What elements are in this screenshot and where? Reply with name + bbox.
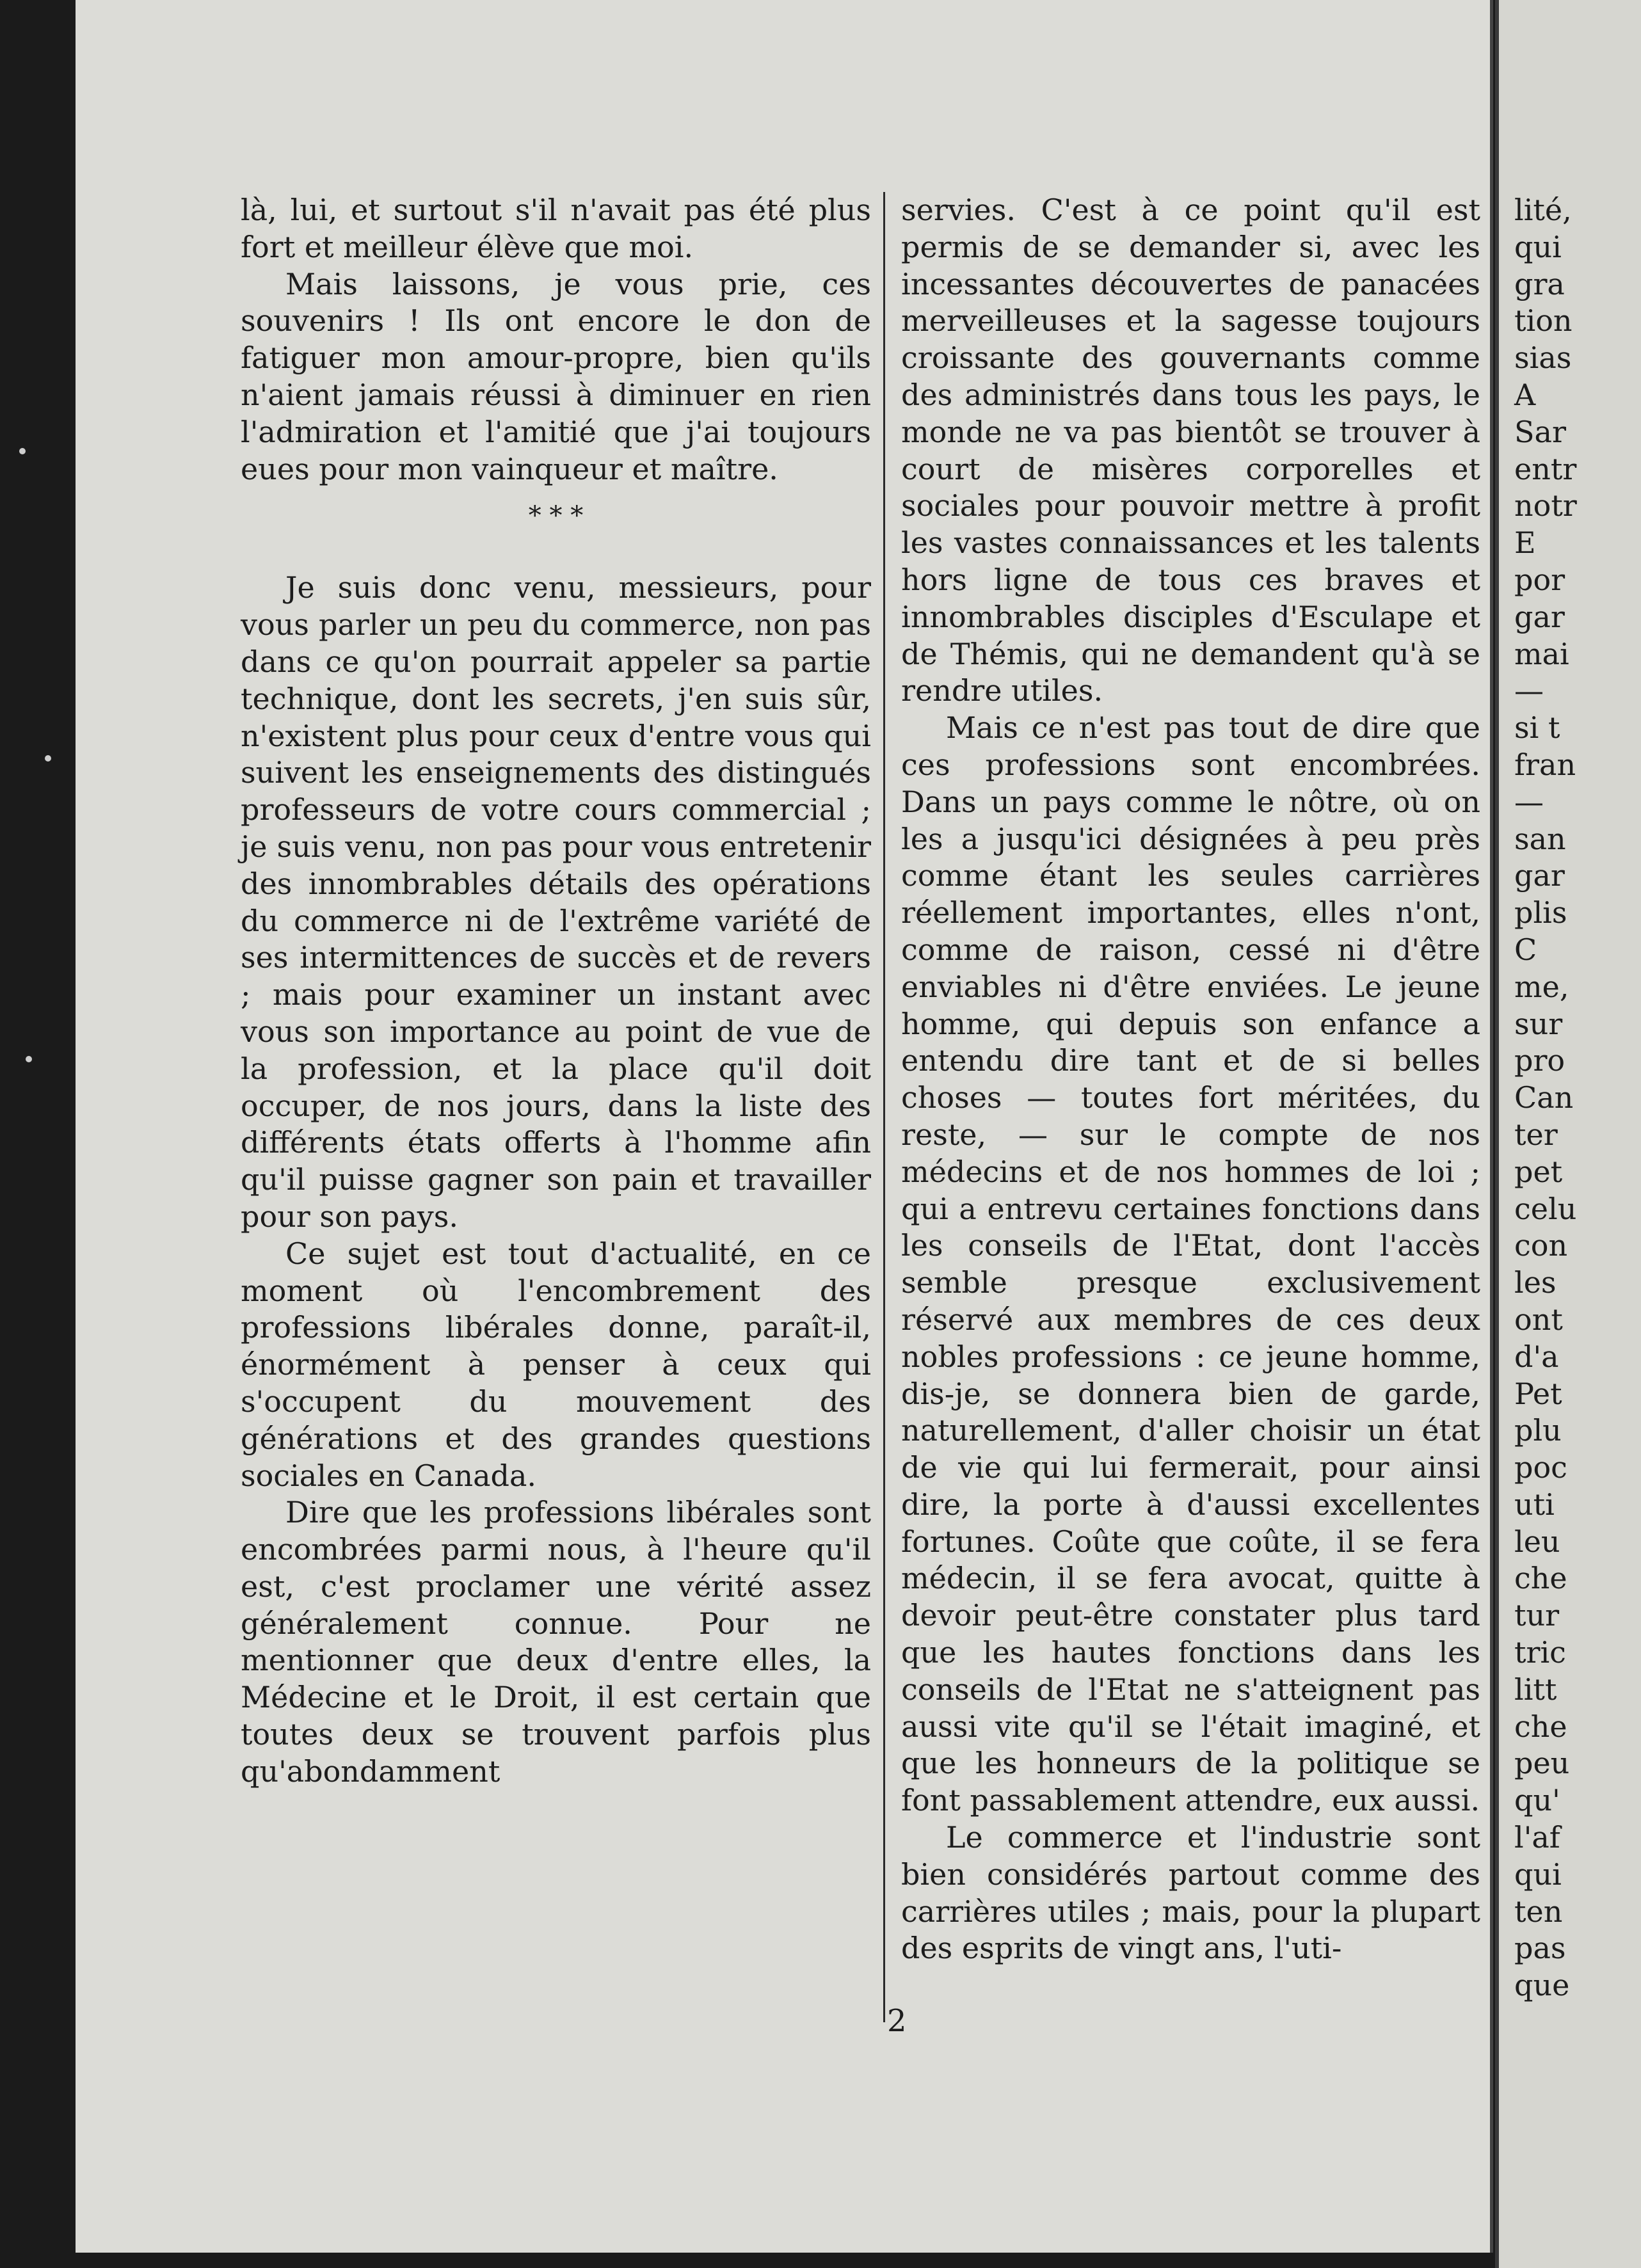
fragment-line: C xyxy=(1514,932,1537,967)
fragment-line: tric xyxy=(1514,1635,1566,1670)
fragment-line: entr xyxy=(1514,451,1577,486)
fragment-line: les xyxy=(1514,1265,1557,1300)
paragraph: Dire que les professions libérales sont encombrées parmi nous, à l'heure qu'il est, c'est proclamer une vérité assez généralement connue. Pour ne mentionner que deux d'entre elles, la Médecine et le Droit, il est certain que toutes deux se trouvent parfois plus qu'abondamment xyxy=(241,1495,871,1789)
fragment-line: notr xyxy=(1514,488,1577,523)
fragment-line: ter xyxy=(1514,1117,1558,1152)
right-column xyxy=(901,192,1480,1967)
fragment-line: ont xyxy=(1514,1302,1563,1337)
fragment-line: tur xyxy=(1514,1598,1560,1633)
fragment-line: san xyxy=(1514,821,1566,856)
fragment-line: Pet xyxy=(1514,1376,1562,1411)
fragment-line: tion xyxy=(1514,303,1573,339)
paragraph: Le commerce et l'industrie sont bien considérés partout comme des carrières utiles ; mais, pour la plupart des esprits de vingt ans, l'uti- xyxy=(901,1820,1480,1966)
fragment-line: litt xyxy=(1514,1672,1557,1707)
fragment-line: qui xyxy=(1514,1857,1562,1892)
next-page-edge xyxy=(1495,0,1641,2268)
fragment-line: si t xyxy=(1514,710,1560,746)
fragment-line: gar xyxy=(1514,858,1565,893)
fragment-line: gar xyxy=(1514,599,1565,634)
fragment-line: mai xyxy=(1514,636,1569,671)
fragment-line: l'af xyxy=(1514,1820,1560,1855)
fragment-line: gra xyxy=(1514,266,1565,301)
asterism: * * * xyxy=(528,501,584,531)
fragment-line: celu xyxy=(1514,1191,1577,1226)
fragment-line: pet xyxy=(1514,1154,1563,1189)
paragraph: Je suis donc venu, messieurs, pour vous parler un peu du commerce, non pas dans ce qu'on pourrait appeler sa partie technique, dont les secrets, j'en suis sûr, n'existent plus pour ceux d'entre vous qui suivent les enseignements des distingués professeurs de votre cours commercial ; je suis venu, non pas pour vous entretenir des innombrables détails des opérations du commerce ni de l'extrême variété de ses intermittences de succès et de revers ; mais pour examiner un instant avec vous son importance au point de vue de la profession, et la place qu'il doit occuper, de nos jours, dans la liste des différents états offerts à l'homme afin qu'il puisse gagner son pain et travailler pour son pays. xyxy=(241,570,871,1234)
fragment-line: E xyxy=(1514,525,1536,561)
paragraph: Mais laissons, je vous prie, ces souvenirs ! Ils ont encore le don de fatiguer mon amour-propre, bien qu'ils n'aient jamais réussi à diminuer en rien l'admiration et l'amitié que j'ai toujours eues pour mon vainqueur et maître. xyxy=(241,266,871,486)
next-page-fragments xyxy=(1499,192,1577,2004)
fragment-line: qu' xyxy=(1514,1783,1560,1818)
fragment-line: fran xyxy=(1514,747,1576,782)
fragment-line: d'a xyxy=(1514,1339,1559,1374)
fragment-line: che xyxy=(1514,1561,1567,1596)
fragment-line: sur xyxy=(1514,1006,1563,1041)
fragment-line: me, xyxy=(1514,969,1569,1004)
fragment-line: lité, xyxy=(1514,193,1572,227)
fragment-line: poc xyxy=(1514,1450,1567,1485)
fragment-line: pas xyxy=(1514,1931,1566,1966)
page-number: 2 xyxy=(887,2003,907,2039)
scan-speck xyxy=(19,448,26,454)
fragment-line: que xyxy=(1514,1968,1570,2003)
fragment-line: che xyxy=(1514,1709,1567,1744)
fragment-line: ten xyxy=(1514,1894,1563,1929)
fragment-line: uti xyxy=(1514,1487,1555,1522)
fragment-line: con xyxy=(1514,1228,1568,1263)
fragment-line: qui xyxy=(1514,229,1562,264)
fragment-line: pro xyxy=(1514,1043,1565,1078)
fragment-line: Sar xyxy=(1514,414,1566,449)
scan-speck xyxy=(26,1056,32,1062)
fragment-line: A xyxy=(1514,377,1536,412)
fragment-line: — xyxy=(1514,784,1544,819)
paragraph: Ce sujet est tout d'actualité, en ce moment où l'encombrement des professions libérales donne, paraît-il, énormément à penser à ceux qui s'occupent du mouvement des générations et des grandes questions sociales en Canada. xyxy=(241,1236,871,1493)
book-page xyxy=(76,0,1493,2253)
fragment-line: Can xyxy=(1514,1080,1574,1115)
scan-speck xyxy=(45,755,51,762)
paragraph: là, lui, et surtout s'il n'avait pas été plus fort et meilleur élève que moi. xyxy=(241,193,871,264)
fragment-line: plis xyxy=(1514,895,1567,930)
paragraph: servies. C'est à ce point qu'il est permis de se demander si, avec les incessantes découvertes de panacées merveilleuses et la sagesse toujours croissante des gouvernants comme des administrés dans tous les pays, le monde ne va pas bientôt se trouver à court de misères corporelles et sociales pour pouvoir mettre à profit les vastes connaissances et les talents hors ligne de tous ces braves et innombrables disciples d'Esculape et de Thémis, qui ne demandent qu'à se rendre utiles. xyxy=(901,193,1480,708)
fragment-line: plu xyxy=(1514,1413,1562,1448)
fragment-line: por xyxy=(1514,562,1565,597)
fragment-line: peu xyxy=(1514,1746,1570,1781)
left-column xyxy=(241,192,871,1791)
fragment-line: sias xyxy=(1514,340,1572,376)
fragment-line: — xyxy=(1514,673,1544,708)
column-rule xyxy=(883,192,885,2022)
paragraph: Mais ce n'est pas tout de dire que ces professions sont encombrées. Dans un pays comme le nôtre, où on les a jusqu'ici désignées à peu près comme étant les seules carrières réellement importantes, elles n'ont, comme de raison, cessé ni d'être enviables ni d'être enviées. Le jeune homme, qui depuis son enfance a entendu dire tant et de si belles choses — toutes fort méritées, du reste, — sur le compte de nos médecins et de nos hommes de loi ; qui a entrevu certaines fonctions dans les conseils de l'Etat, dont l'accès semble presque exclusivement réservé aux membres de ces deux nobles professions : ce jeune homme, dis-je, se donnera bien de garde, naturellement, d'aller choisir un état de vie qui lui fermerait, pour ainsi dire, la porte à d'aussi excellentes fortunes. Coûte que coûte, il se fera médecin, il se fera avocat, quitte à devoir peut-être constater plus tard que les hautes fonctions dans les conseils de l'Etat ne s'atteignent pas aussi vite qu'il se l'était imaginé, et que les honneurs de la politique se font passablement attendre, eux aussi. xyxy=(901,710,1480,1818)
fragment-line: leu xyxy=(1514,1524,1560,1559)
